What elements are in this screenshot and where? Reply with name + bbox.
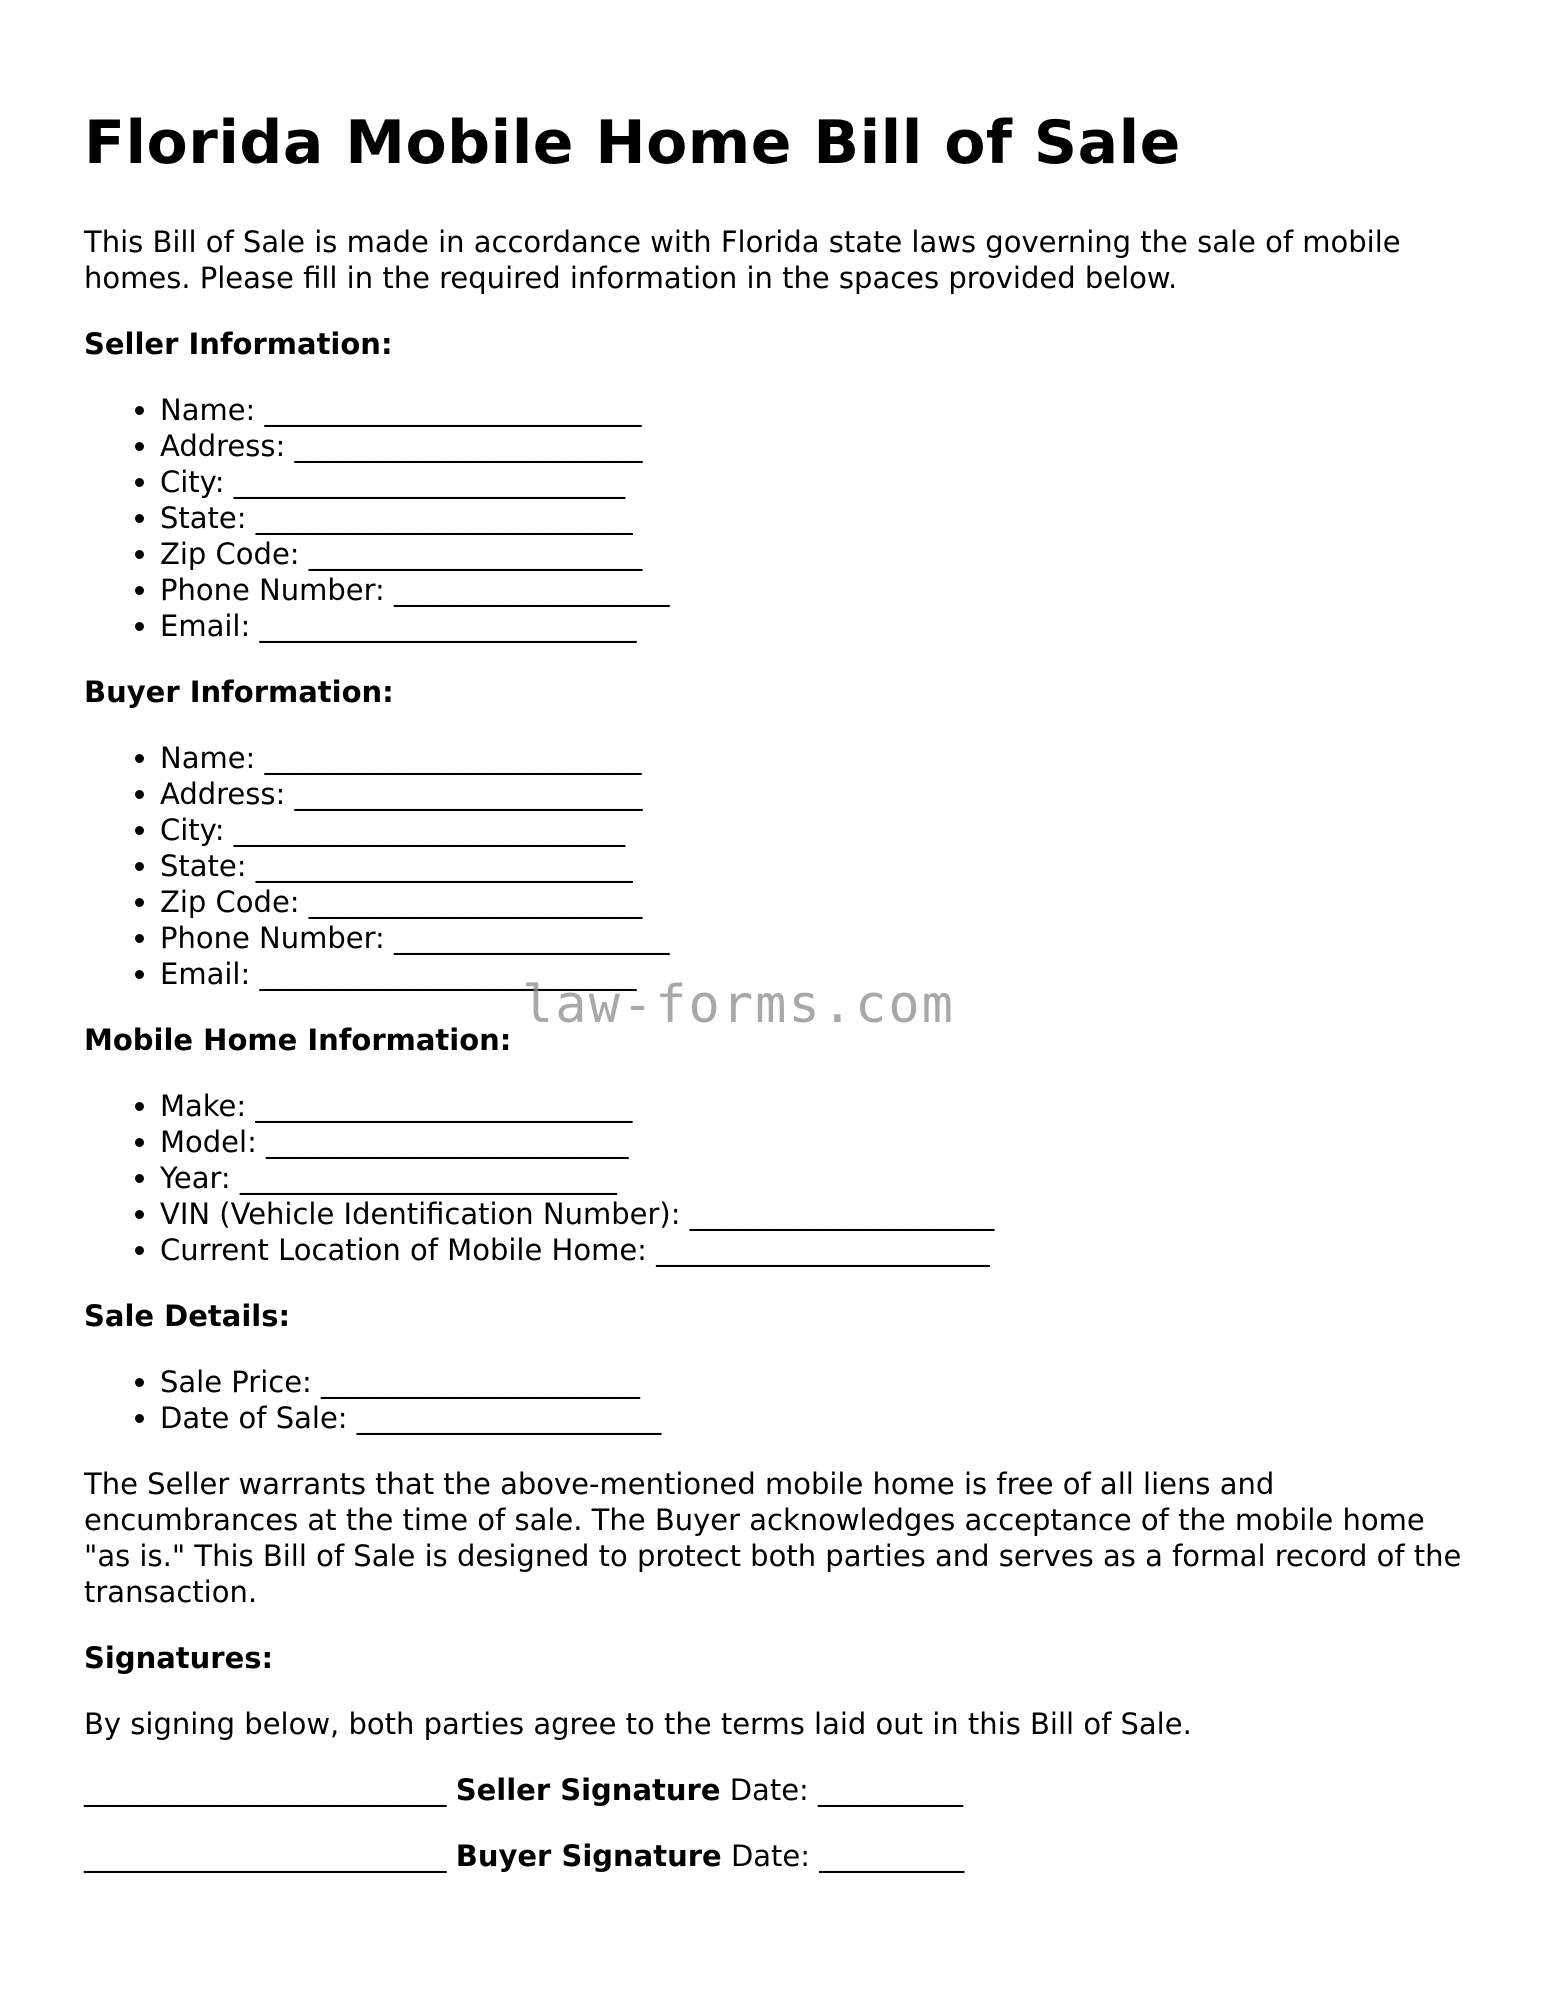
seller-email-field: • Email: __________________________ (160, 608, 1474, 644)
intro-paragraph: This Bill of Sale is made in accordance with Florida state laws governing the sale of mobile homes. Please fill in the required information in the spaces provided below. (84, 225, 1401, 295)
buyer-section-heading: Buyer Information: (84, 675, 394, 709)
seller-address-field: • Address: ________________________ (160, 428, 1474, 464)
seller-date-blank: __________ (818, 1773, 964, 1807)
sale-details-heading: Sale Details: (84, 1299, 291, 1333)
make-field: • Make: __________________________ (160, 1088, 1474, 1124)
seller-section-heading: Seller Information: (84, 327, 393, 361)
buyer-date-blank: __________ (819, 1839, 965, 1873)
agreement-paragraph: By signing below, both parties agree to the terms laid out in this Bill of Sale. (84, 1707, 1192, 1741)
year-field: • Year: __________________________ (160, 1160, 1474, 1196)
buyer-name-field: • Name: __________________________ (160, 740, 1474, 776)
seller-fields-list (84, 392, 1474, 644)
buyer-signature-blank: _________________________ (84, 1839, 447, 1873)
warranty-paragraph: The Seller warrants that the above-mentioned mobile home is free of all liens and encumbrances at the time of sale. The Buyer acknowledges acceptance of the mobile home "as is." This Bill of Sale is designed to protect both parties and serves as a formal record of the transaction. (84, 1467, 1462, 1609)
seller-state-field: • State: __________________________ (160, 500, 1474, 536)
seller-city-field: • City: ___________________________ (160, 464, 1474, 500)
watermark: law-forms.com (522, 975, 955, 1035)
buyer-signature-line (84, 1838, 1474, 1874)
buyer-signature-label: Buyer Signature (455, 1839, 722, 1873)
buyer-phone-field: • Phone Number: ___________________ (160, 920, 1474, 956)
buyer-fields-list (84, 740, 1474, 992)
buyer-address-field: • Address: ________________________ (160, 776, 1474, 812)
seller-signature-label: Seller Signature (455, 1773, 721, 1807)
signatures-heading: Signatures: (84, 1641, 274, 1675)
seller-signature-blank: _________________________ (84, 1773, 447, 1807)
seller-phone-field: • Phone Number: ___________________ (160, 572, 1474, 608)
seller-date-label: Date: (729, 1773, 809, 1807)
location-field: • Current Location of Mobile Home: _______________________ (160, 1232, 1474, 1268)
seller-name-field: • Name: __________________________ (160, 392, 1474, 428)
sale-fields-list (84, 1364, 1474, 1436)
buyer-date-label: Date: (730, 1839, 811, 1873)
vin-field: • VIN (Vehicle Identification Number): _____________________ (160, 1196, 1474, 1232)
buyer-email-field: • Email: __________________________ (160, 956, 1474, 992)
seller-zip-field: • Zip Code: _______________________ (160, 536, 1474, 572)
document-title: Florida Mobile Home Bill of Sale (84, 108, 1181, 178)
mobile-home-fields-list (84, 1088, 1474, 1268)
sale-price-field: • Sale Price: ______________________ (160, 1364, 1474, 1400)
buyer-city-field: • City: ___________________________ (160, 812, 1474, 848)
buyer-state-field: • State: __________________________ (160, 848, 1474, 884)
buyer-zip-field: • Zip Code: _______________________ (160, 884, 1474, 920)
model-field: • Model: _________________________ (160, 1124, 1474, 1160)
mobile-home-section-heading: Mobile Home Information: (84, 1023, 512, 1057)
date-of-sale-field: • Date of Sale: _____________________ (160, 1400, 1474, 1436)
seller-signature-line (84, 1772, 1474, 1808)
